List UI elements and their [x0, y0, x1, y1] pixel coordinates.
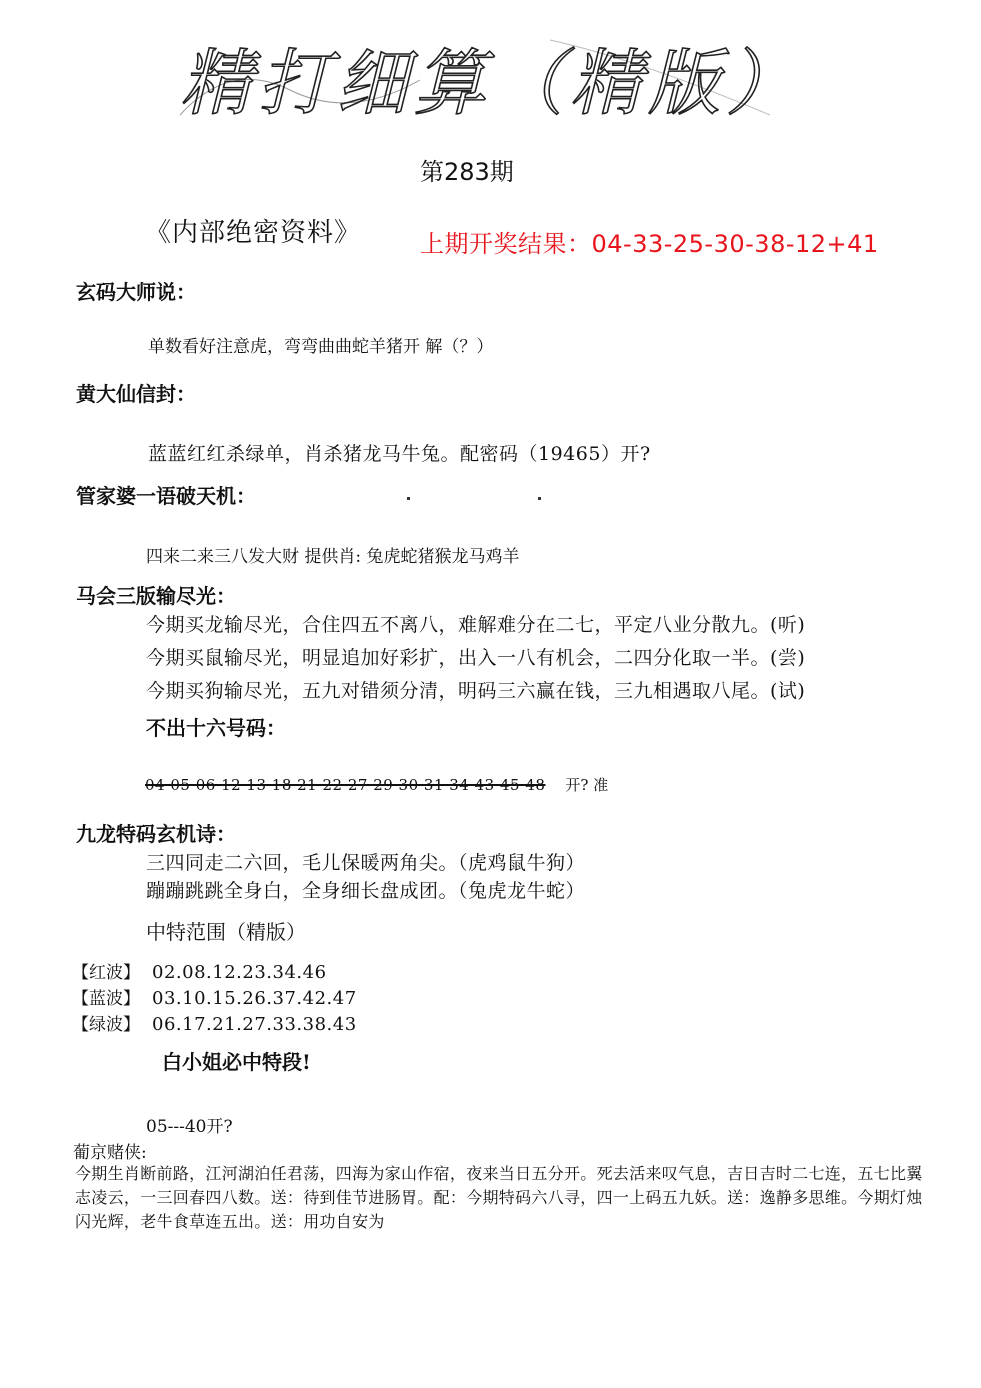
huang-text: 蓝蓝红红杀绿单，肖杀猪龙马牛兔。配密码（19465）开?: [148, 443, 651, 465]
pujing-heading: 葡京赌侠:: [73, 1143, 147, 1163]
wave-row-red: [72, 958, 327, 983]
wave-row-green: [72, 1010, 357, 1035]
buchu-tail: 开? 准: [565, 776, 609, 794]
masthead-logo: [170, 20, 790, 140]
jiulong-line-1: 三四同走二六回，毛儿保暖两角尖。（虎鸡鼠牛狗）: [146, 852, 586, 874]
jiulong-line-2: 蹦蹦跳跳全身白，全身细长盘成团。（兔虎龙牛蛇）: [146, 880, 586, 902]
xuanma-text: 单数看好注意虎，弯弯曲曲蛇羊猪开 解（？）: [148, 337, 494, 357]
pujing-text: 今期生肖断前路，江河湖泊任君荡，四海为家山作宿，夜来当日五分开。死去活来叹气息，吉日吉时二七连，五七比翼志凌云，一三回春四八数。送：待到佳节进肠胃。配：今期特码六八寻，四一上码五九妖。送：逸静多思维。今期灯烛闪光辉，老牛食草连五出。送：用功自安为: [75, 1164, 923, 1231]
buchu-numbers: 04 05 06 12 13 18 21 22 27 29 30 31 34 43 45 48: [145, 776, 546, 794]
zhongte-heading: 中特范围（精版）: [146, 920, 306, 944]
mahui-line-3: 今期买狗输尽光，五九对错须分清，明码三六赢在钱，三九相遇取八尾。(试): [146, 680, 806, 702]
wave-row-blue: [72, 984, 357, 1009]
mahui-line-2: 今期买鼠输尽光，明显追加好彩扩，出入一八有机会，二四分化取一半。(尝): [146, 647, 806, 669]
buchu-row: [145, 774, 608, 795]
bai-heading: 白小姐必中特段!: [162, 1050, 311, 1074]
wave-value: 02.08.12.23.34.46: [152, 962, 327, 983]
bai-text: 05---40开?: [146, 1117, 233, 1137]
guanjia-heading: 管家婆一语破天机：: [76, 484, 256, 508]
masthead-svg: [170, 20, 790, 140]
wave-value: 06.17.21.27.33.38.43: [152, 1014, 357, 1035]
jiulong-heading: 九龙特码玄机诗：: [76, 822, 236, 846]
wave-label: 【红波】: [72, 963, 140, 983]
wave-label: 【绿波】: [72, 1015, 140, 1035]
xuanma-heading: 玄码大师说：: [76, 280, 196, 304]
speck: [407, 497, 410, 500]
speck: [538, 497, 541, 500]
masthead-title: 精打细算（精版）: [180, 41, 790, 125]
huang-heading: 黄大仙信封：: [76, 382, 196, 406]
secret-title: 《内部绝密资料》: [145, 218, 362, 248]
mahui-line-1: 今期买龙输尽光，合住四五不离八，难解难分在二七，平定八业分散九。(听): [146, 614, 806, 636]
guanjia-text: 四来二来三八发大财 提供肖: 兔虎蛇猪猴龙马鸡羊: [146, 547, 520, 567]
wave-label: 【蓝波】: [72, 989, 140, 1009]
issue-number: 第283期: [420, 158, 514, 186]
last-draw-result: 上期开奖结果：04-33-25-30-38-12+41: [420, 230, 879, 258]
wave-value: 03.10.15.26.37.42.47: [152, 988, 357, 1009]
buchu-heading: 不出十六号码：: [146, 716, 286, 740]
mahui-heading: 马会三版输尽光：: [76, 584, 236, 608]
